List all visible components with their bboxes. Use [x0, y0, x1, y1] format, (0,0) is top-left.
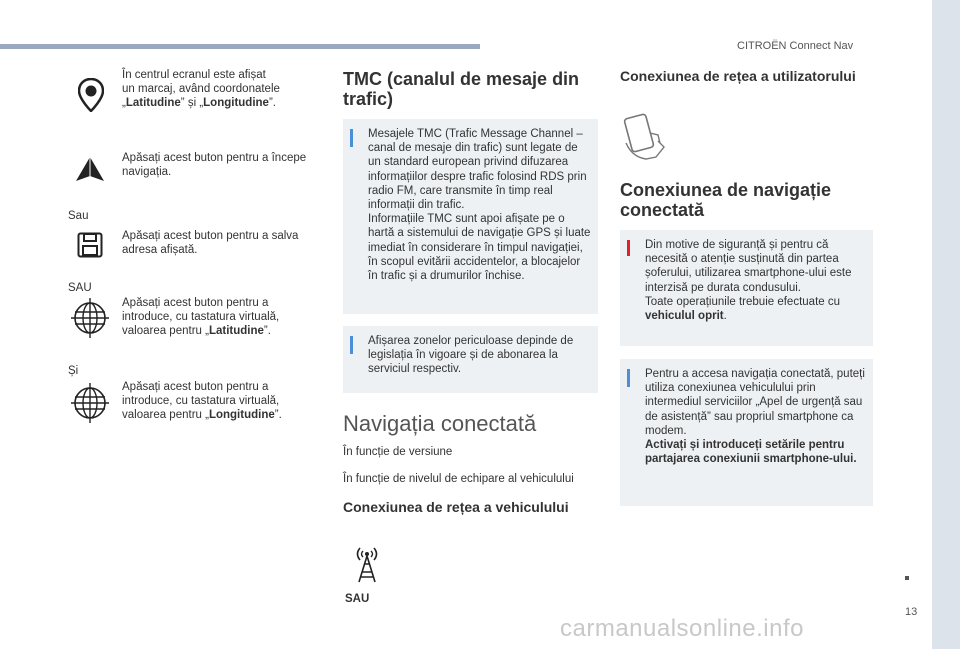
- tmc-note-text: Mesajele TMC (Trafic Message Channel – canal de mesaje din trafic) sunt legate de un standard european privind difuzarea informațiilor despre trafic folosind RDS prin radio FM, care transmite în timp real informații din trafic. Informațiile TMC sunt apoi afișate pe o hartă a sistemului de navigație GPS și luate imediat în considerare în timpul navigației, în scopul evitării accidentelor, a blocajelor în trafic și a drumurilor închise.: [368, 128, 591, 283]
- user-network-title: Conexiunea de rețea a utilizatorului: [620, 68, 856, 84]
- navigation-arrow-icon: [75, 156, 105, 182]
- safety-note-text: Din motive de siguranță și pentru că necesită o atenție susținută din partea șoferului, utilizarea smartphone-ului este interzisă pe durata condusului. Toate operațiunile trebuie efectuate cu vehiculul oprit.: [645, 239, 852, 323]
- watermark: carmanualsonline.info: [560, 615, 804, 642]
- version-text: În funcție de versiune: [343, 446, 453, 458]
- page-end-marker: [905, 576, 909, 580]
- latitude-input-text: Apăsați acest buton pentru a introduce, cu tastatura virtuală, valoarea pentru „Latitudine”.: [122, 297, 280, 338]
- label-si: Și: [68, 365, 79, 377]
- warning-icon: [627, 240, 630, 256]
- antenna-icon: [352, 544, 382, 584]
- map-pin-icon: [78, 78, 104, 112]
- save-icon: [77, 232, 103, 258]
- tmc-title: TMC (canalul de mesaje din trafic): [343, 69, 580, 109]
- info-icon: [627, 369, 630, 387]
- page-edge-strip: [932, 0, 960, 649]
- connected-nav-title: Conexiunea de navigație conectată: [620, 180, 832, 220]
- label-sau-1: Sau: [68, 210, 89, 222]
- header-rule: [0, 44, 480, 49]
- globe-icon: [70, 381, 110, 425]
- tmc-info-note: [343, 119, 598, 314]
- info-icon: [350, 336, 353, 354]
- start-navigation-text: Apăsați acest buton pentru a începe navigația.: [122, 152, 307, 179]
- save-address-text: Apăsați acest buton pentru a salva adresa afișată.: [122, 230, 299, 257]
- hazard-note-text: Afișarea zonelor periculoase depinde de legislația în vigoare și de abonarea la serviciul respectiv.: [368, 335, 574, 376]
- info-icon: [350, 129, 353, 147]
- connection-info-note: [620, 359, 873, 506]
- header-brand: CITROËN Connect Nav: [737, 40, 854, 52]
- page-number: 13: [905, 606, 918, 618]
- label-sau-3: SAU: [345, 593, 370, 605]
- marker-coordinates-text: În centrul ecranul este afișat un marcaj, având coordonatele „Latitudine” și „Longitudine”.: [122, 69, 280, 110]
- globe-icon: [70, 296, 110, 340]
- safety-warning-note: [620, 230, 873, 346]
- hazard-info-note: [343, 326, 598, 393]
- connection-note-text: Pentru a accesa navigația conectată, puteți utiliza conexiunea vehiculului prin intermediul serviciilor „Apel de urgență sau de asistență” sau propriul smartphone ca modem. Activați și introduceți setările pentru partajarea conexiunii smartphone-ului.: [645, 368, 865, 466]
- equipment-text: În funcție de nivelul de echipare al vehiculului: [343, 473, 574, 485]
- vehicle-network-title: Conexiunea de rețea a vehiculului: [343, 499, 569, 515]
- label-sau-2: SAU: [68, 282, 92, 294]
- longitude-input-text: Apăsați acest buton pentru a introduce, cu tastatura virtuală, valoarea pentru „Longitudine”.: [122, 381, 282, 422]
- connected-nav-heading: Navigația conectată: [343, 411, 537, 436]
- smartphone-hand-icon: [622, 113, 668, 163]
